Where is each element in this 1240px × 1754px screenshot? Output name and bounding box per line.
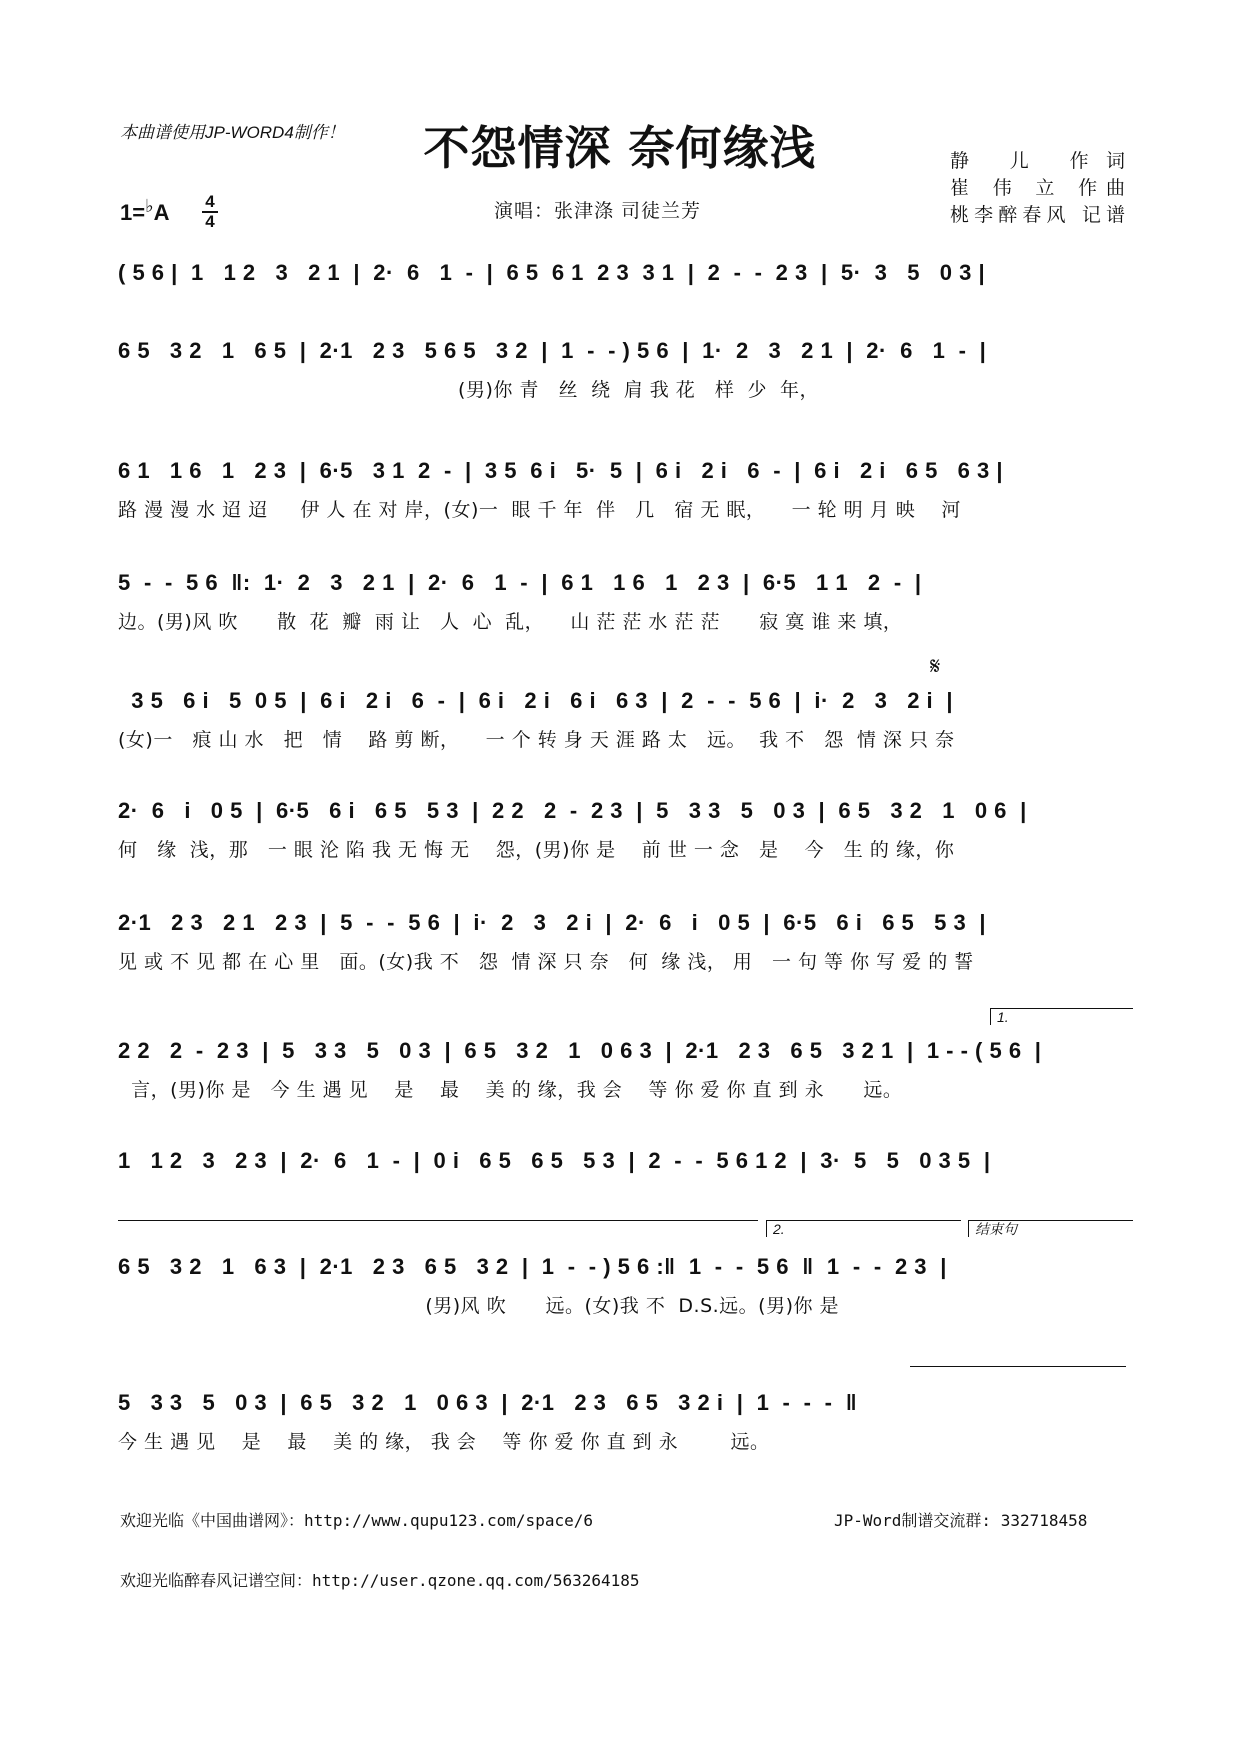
notation-line: 5 3 3 5 0 3 | 6 5 3 2 1 0 6 3 | 2·1 2 3 6 5 3 2 i | 1 - - - ‖ bbox=[118, 1390, 858, 1415]
footer-space-link: 欢迎光临醉春风记谱空间：http://user.qzone.qq.com/563264185 bbox=[120, 1571, 640, 1590]
lyrics-line: 见 或 不 见 都 在 心 里 面。(女)我 不 怨 情 深 只 奈 何 缘 浅， 用 一 句 等 你 写 爱 的 誓 bbox=[118, 951, 974, 973]
notation-line: 2· 6 i 0 5 | 6·5 6 i 6 5 5 3 | 2 2 2 - 2 3 | 5 3 3 5 0 3 | 6 5 3 2 1 0 6 | bbox=[118, 798, 1027, 823]
lyrics-line: 边。(男)风 吹 散 花 瓣 雨 让 人 心 乱， 山 茫 茫 水 茫 茫 寂 寞 谁 来 填， bbox=[118, 611, 903, 633]
key-note: A bbox=[153, 200, 170, 225]
song-title: 不怨情深 奈何缘浅 bbox=[423, 121, 817, 175]
notation-line: 6 5 3 2 1 6 3 | 2·1 2 3 6 5 3 2 | 1 - - ) 5 6 :‖ 1 - - 5 6 ‖ 1 - - 2 3 | bbox=[118, 1254, 947, 1279]
repeat-bracket-line bbox=[118, 1220, 758, 1221]
lyrics-line: 路 漫 漫 水 迢 迢 伊 人 在 对 岸，(女)一 眼 千 年 伴 几 宿 无 眠， 一 轮 明 月 映 河 bbox=[118, 499, 961, 521]
notation-line: 6 5 3 2 1 6 5 | 2·1 2 3 5 6 5 3 2 | 1 - - ) 5 6 | 1· 2 3 2 1 | 2· 6 1 - | bbox=[118, 338, 987, 363]
key-signature bbox=[120, 196, 169, 226]
notation-line: ( 5 6 | 1 1 2 3 2 1 | 2· 6 1 - | 6 5 6 1 2 3 3 1 | 2 - - 2 3 | 5· 3 5 0 3 | bbox=[118, 260, 986, 285]
notation-line: 5 - - 5 6 ‖: 1· 2 3 2 1 | 2· 6 1 - | 6 1 1 6 1 2 3 | 6·5 1 1 2 - | bbox=[118, 570, 922, 595]
time-bottom: 4 bbox=[205, 212, 215, 231]
notation-line: 3 5 6 i 5 0 5 | 6 i 2 i 6 - | 6 i 2 i 6 i 6 3 | 2 - - 5 6 | i· 2 3 2 i | bbox=[118, 688, 954, 713]
segno-sign: 𝄋 bbox=[930, 652, 941, 680]
flat-symbol: ♭ bbox=[145, 196, 154, 216]
singers: 演唱：张津涤 司徒兰芳 bbox=[494, 200, 702, 222]
time-signature bbox=[200, 194, 220, 230]
footer-group: JP-Word制谱交流群: 332718458 bbox=[834, 1511, 1088, 1530]
transcriber: 桃李醉春风 记谱 bbox=[950, 204, 1126, 226]
time-top: 4 bbox=[205, 192, 215, 211]
notation-line: 2 2 2 - 2 3 | 5 3 3 5 0 3 | 6 5 3 2 1 0 6 3 | 2·1 2 3 6 5 3 2 1 | 1 - - ( 5 6 | bbox=[118, 1038, 1042, 1063]
credits bbox=[950, 148, 1126, 229]
volta-first: 1. bbox=[990, 1008, 1133, 1025]
notation-line: 2·1 2 3 2 1 2 3 | 5 - - 5 6 | i· 2 3 2 i | 2· 6 i 0 5 | 6·5 6 i 6 5 5 3 | bbox=[118, 910, 987, 935]
footer-site-link: 欢迎光临《中国曲谱网》：http://www.qupu123.com/space/6 bbox=[120, 1511, 593, 1530]
lyricist: 静 儿 作词 bbox=[950, 150, 1126, 172]
notation-line: 1 1 2 3 2 3 | 2· 6 1 - | 0 i 6 5 6 5 5 3 | 2 - - 5 6 1 2 | 3· 5 5 0 3 5 | bbox=[118, 1148, 991, 1173]
lyrics-line: (男)风 吹 远。(女)我 不 D.S.远。(男)你 是 bbox=[118, 1295, 840, 1317]
lyrics-line: (男)你 青 丝 绕 肩 我 花 样 少 年， bbox=[118, 379, 820, 401]
lyrics-line: 言，(男)你 是 今 生 遇 见 是 最 美 的 缘，我 会 等 你 爱 你 直 到 永 远。 bbox=[118, 1079, 903, 1101]
lyrics-line bbox=[118, 298, 1128, 326]
lyrics-line bbox=[118, 1186, 1128, 1214]
lyrics-line: 今 生 遇 见 是 最 美 的 缘， 我 会 等 你 爱 你 直 到 永 远。 bbox=[118, 1431, 770, 1453]
lyrics-line: 何 缘 浅，那 一 眼 沦 陷 我 无 悔 无 怨，(男)你 是 前 世 一 念 是 今 生 的 缘，你 bbox=[118, 839, 955, 861]
key-prefix: 1= bbox=[120, 200, 146, 225]
made-with-note: 本曲谱使用JP-WORD4制作！ bbox=[120, 123, 345, 142]
lyrics-line: (女)一 痕 山 水 把 情 路 剪 断， 一 个 转 身 天 涯 路 太 远。 我 不 怨 情 深 只 奈 bbox=[118, 729, 955, 751]
composer: 崔 伟 立 作曲 bbox=[950, 177, 1126, 199]
ending-bracket-line bbox=[910, 1366, 1126, 1367]
notation-line: 6 1 1 6 1 2 3 | 6·5 3 1 2 - | 3 5 6 i 5· 5 | 6 i 2 i 6 - | 6 i 2 i 6 5 6 3 | bbox=[118, 458, 1004, 483]
volta-second: 2. bbox=[766, 1220, 961, 1237]
ending-label: 结束句 bbox=[968, 1220, 1133, 1237]
